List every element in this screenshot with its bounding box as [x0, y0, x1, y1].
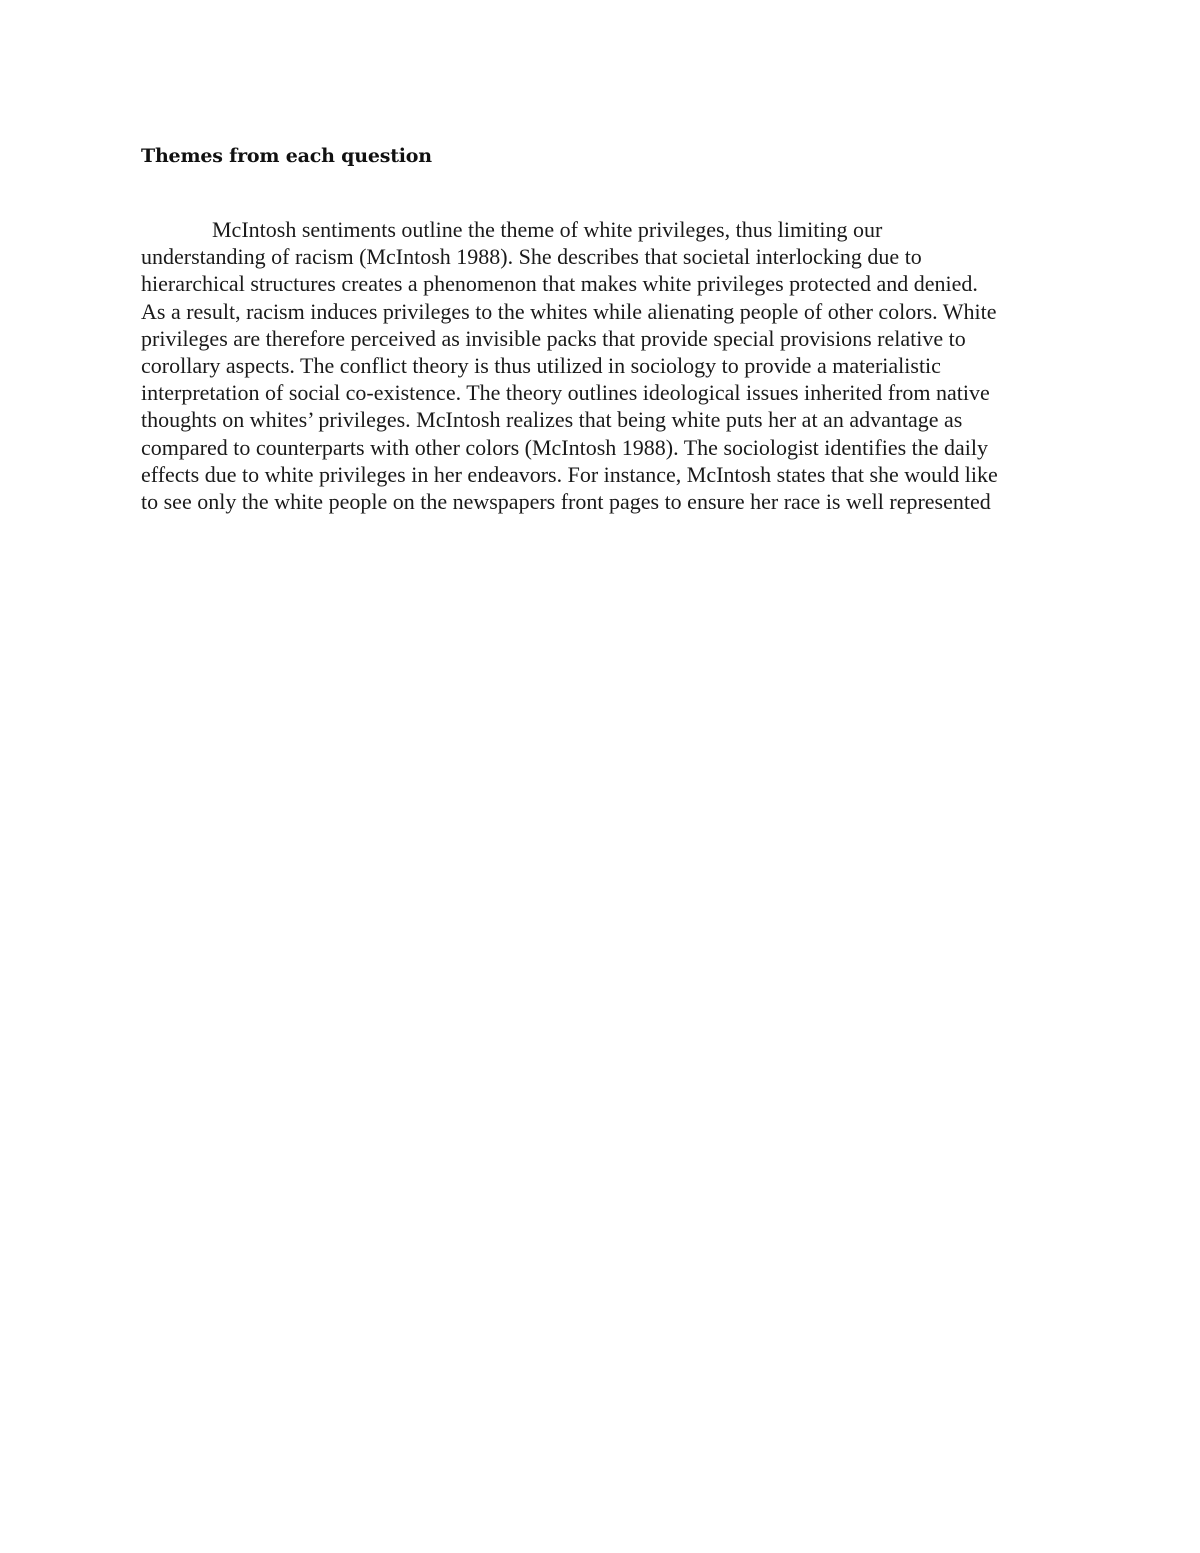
paragraph-line: corollary aspects. The conflict theory is thus utilized in sociology to provide a materialistic — [141, 353, 941, 379]
paragraph-line: privileges are therefore perceived as invisible packs that provide special provisions relative to — [141, 325, 966, 351]
paragraph-line: effects due to white privileges in her endeavors. For instance, McIntosh states that she would like — [141, 461, 998, 487]
paragraph-line: hierarchical structures creates a phenomenon that makes white privileges protected and denied. — [141, 271, 978, 297]
paragraph-line: to see only the white people on the newspapers front pages to ensure her race is well represented — [141, 489, 991, 515]
section-heading: Themes from each question — [141, 145, 432, 167]
paragraph-line: interpretation of social co-existence. The theory outlines ideological issues inherited from native — [141, 380, 990, 406]
body-paragraph — [141, 216, 1071, 515]
paragraph-line: McIntosh sentiments outline the theme of white privileges, thus limiting our — [212, 217, 883, 242]
paragraph-line: thoughts on whites’ privileges. McIntosh realizes that being white puts her at an advantage as — [141, 407, 963, 433]
paragraph-line: As a result, racism induces privileges to the whites while alienating people of other colors. White — [141, 298, 997, 324]
paragraph-line: understanding of racism (McIntosh 1988). She describes that societal interlocking due to — [141, 244, 922, 270]
paragraph-line: compared to counterparts with other colors (McIntosh 1988). The sociologist identifies the daily — [141, 434, 989, 460]
